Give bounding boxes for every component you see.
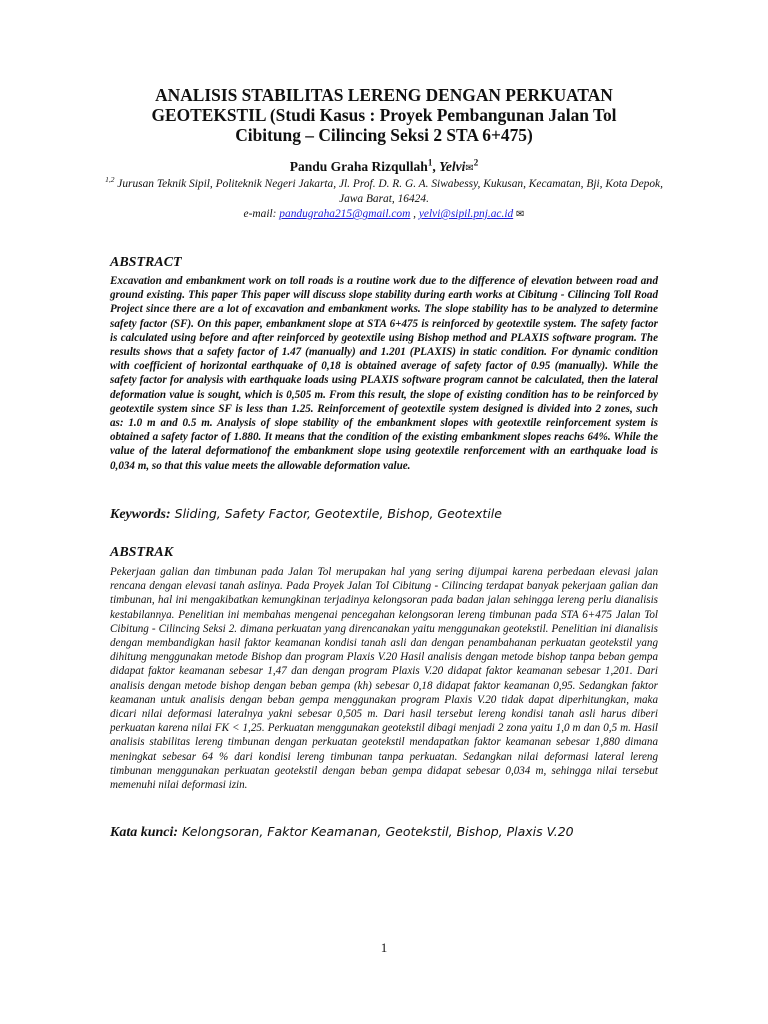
- email-line: [100, 207, 668, 223]
- keywords-value: Sliding, Safety Factor, Geotextile, Bishop, Geotextile: [170, 506, 502, 521]
- kata-kunci-line: [110, 824, 658, 841]
- author-separator: ,: [432, 159, 440, 174]
- affiliation-superscript: 1,2: [105, 175, 115, 185]
- author-1-superscript: 1: [427, 157, 433, 168]
- abstrak-heading: ABSTRAK: [110, 545, 174, 560]
- email-separator: ,: [410, 208, 419, 220]
- author-2-name: Yelvi: [439, 159, 466, 174]
- page-number: 1: [380, 940, 388, 955]
- keywords-label: Keywords:: [110, 507, 171, 522]
- abstract-heading: ABSTRACT: [110, 255, 182, 270]
- author-line: [110, 158, 658, 177]
- email-label: e-mail:: [243, 208, 280, 220]
- email-link-2[interactable]: yelvi@sipil.pnj.ac.id: [418, 208, 514, 220]
- abstrak-body: Pekerjaan galian dan timbunan pada Jalan Tol merupakan hal yang sering dijumpai karena perbedaan elevasi jalan rencana dengan elevasi tanah aslinya. Pada Proyek Jalan Tol Cibitung - Cilincing terdapat banyak pekerjaan galian dan timbunan, hal ini mengakibatkan kemungkinan terjadinya kelongsoran pada badan jalan sehingga lereng perlu dianalisis kestabilannya. Penelitian ini membahas mengenai pencegahan kelongsoran lereng timbunan pada STA 6+475 Jalan Tol Cibitung - Cilincing Seksi 2. dimana perkuatan yang direncanakan yaitu menggunakan geotekstil. Penelitian ini dianalisis dengan membandigkan hasil faktor keamanan kondisi tanah asli dan dengan penambahanan perkuatan geotekstil yang dihitung menggunakan metode Bishop dan program Plaxis V.20 Hasil analisis dengan metode bishop tanpa beban gempa didapat faktor keamanan sebesar 1,47 dan dengan program Plaxis V.20 didapat faktor keamanan sebesar 1,201. Dari analisis dengan metode bishop dengan beban gempa (kh) sebesar 0,18 didapat faktor keamanan 0,95. Sedangkan faktor keamanan untuk analisis dengan beban gempa menggunakan program Plaxis V.20 tidak dapat diperhitungkan, maka dicari nilai deformasi lateralnya yakni sebesar 0,505 m. Dari hasil tersebut lereng kondisi tanah asli harus diberi perkuatan karena nilai FK < 1,25. Perkuatan menggunakan geotekstil dibagi menjadi 2 zona yaitu 1,0 m dan 0,5 m. Hasil analisis stabilitas lereng timbunan dengan perkuatan geotekstil mendapatkan faktor keamanan sebesar 1,880 dimana meningkat sebesar 64 % dari kondisi lereng timbunan tanpa perkuatan. Sedangkan nilai deformasi lateral lereng timbunan menggunakan perkuatan geotekstil dengan beban gempa didapat sebesar 0,034 m, sehingga nilai tersebut memenuhi nilai deformasi izin.: [110, 566, 658, 792]
- envelope-icon: ✉: [516, 209, 525, 220]
- paper-title: ANALISIS STABILITAS LERENG DENGAN PERKUATAN GEOTEKSTIL (Studi Kasus : Proyek Pembangunan Jalan Tol Cibitung – Cilincing Seksi 2 STA 6+475): [151, 85, 617, 145]
- author-1-name: Pandu Graha Rizqullah: [289, 159, 428, 174]
- keywords-line: [110, 506, 658, 523]
- author-2-superscript: 2: [473, 157, 479, 168]
- envelope-icon: ✉: [465, 163, 474, 174]
- affiliation-text: Jurusan Teknik Sipil, Politeknik Negeri Jakarta, Jl. Prof. D. R. G. A. Siwabessy, Kukusan, Kecamatan, Bji, Kota Depok, Jawa Barat, 16424.: [117, 178, 663, 205]
- email-link-1[interactable]: pandugraha215@gmail.com: [279, 208, 411, 220]
- affiliation: [100, 177, 668, 206]
- kata-kunci-label: Kata kunci:: [110, 825, 179, 840]
- kata-kunci-value: Kelongsoran, Faktor Keamanan, Geotekstil, Bishop, Plaxis V.20: [178, 824, 574, 839]
- abstract-body: Excavation and embankment work on toll roads is a routine work due to the difference of elevation between road and ground existing. This paper This paper will discuss slope stability during earth works at Cibitung - Cilincing Toll Road Project since there are a lot of excavation and embankment works. The slope stability has to be analyzed to determine safety factor (SF). On this paper, embankment slope at STA 6+475 is reinforced by geotextile system. The safety factor is calculated using before and after reinforced by geotextile using Bishop method and PLAXIS software program. The results shows that a safety factor of 1.47 (manually) and 1.201 (PLAXIS) in static condition. For dynamic condition with coefficient of horizontal earthquake of 0,18 is obtained average of safety factor of 0.95 (manually). While the safety factor for analysis with earthquake loads using PLAXIS software program cannot be calculated, then the lateral deformation value is sought, which is 0,505 m. From this result, the slope of existing condition has to be reinforced by geotextile system since SF is less than 1.25. Reinforcement of geotextile system designed is divided into 2 zones, such as: 1.0 m and 0.5 m. Analysis of slope stability of the embankment slopes with geotextile reinforcement system is obtained a safety factor of 1.880. It means that the condition of the existing embankment slopes reachs 64%. While the value of the lateral deformationof the embankment slope using geotextile renforcement with an earthquake load is 0,034 m, so that this value meets the allowable deformation value.: [110, 275, 658, 472]
